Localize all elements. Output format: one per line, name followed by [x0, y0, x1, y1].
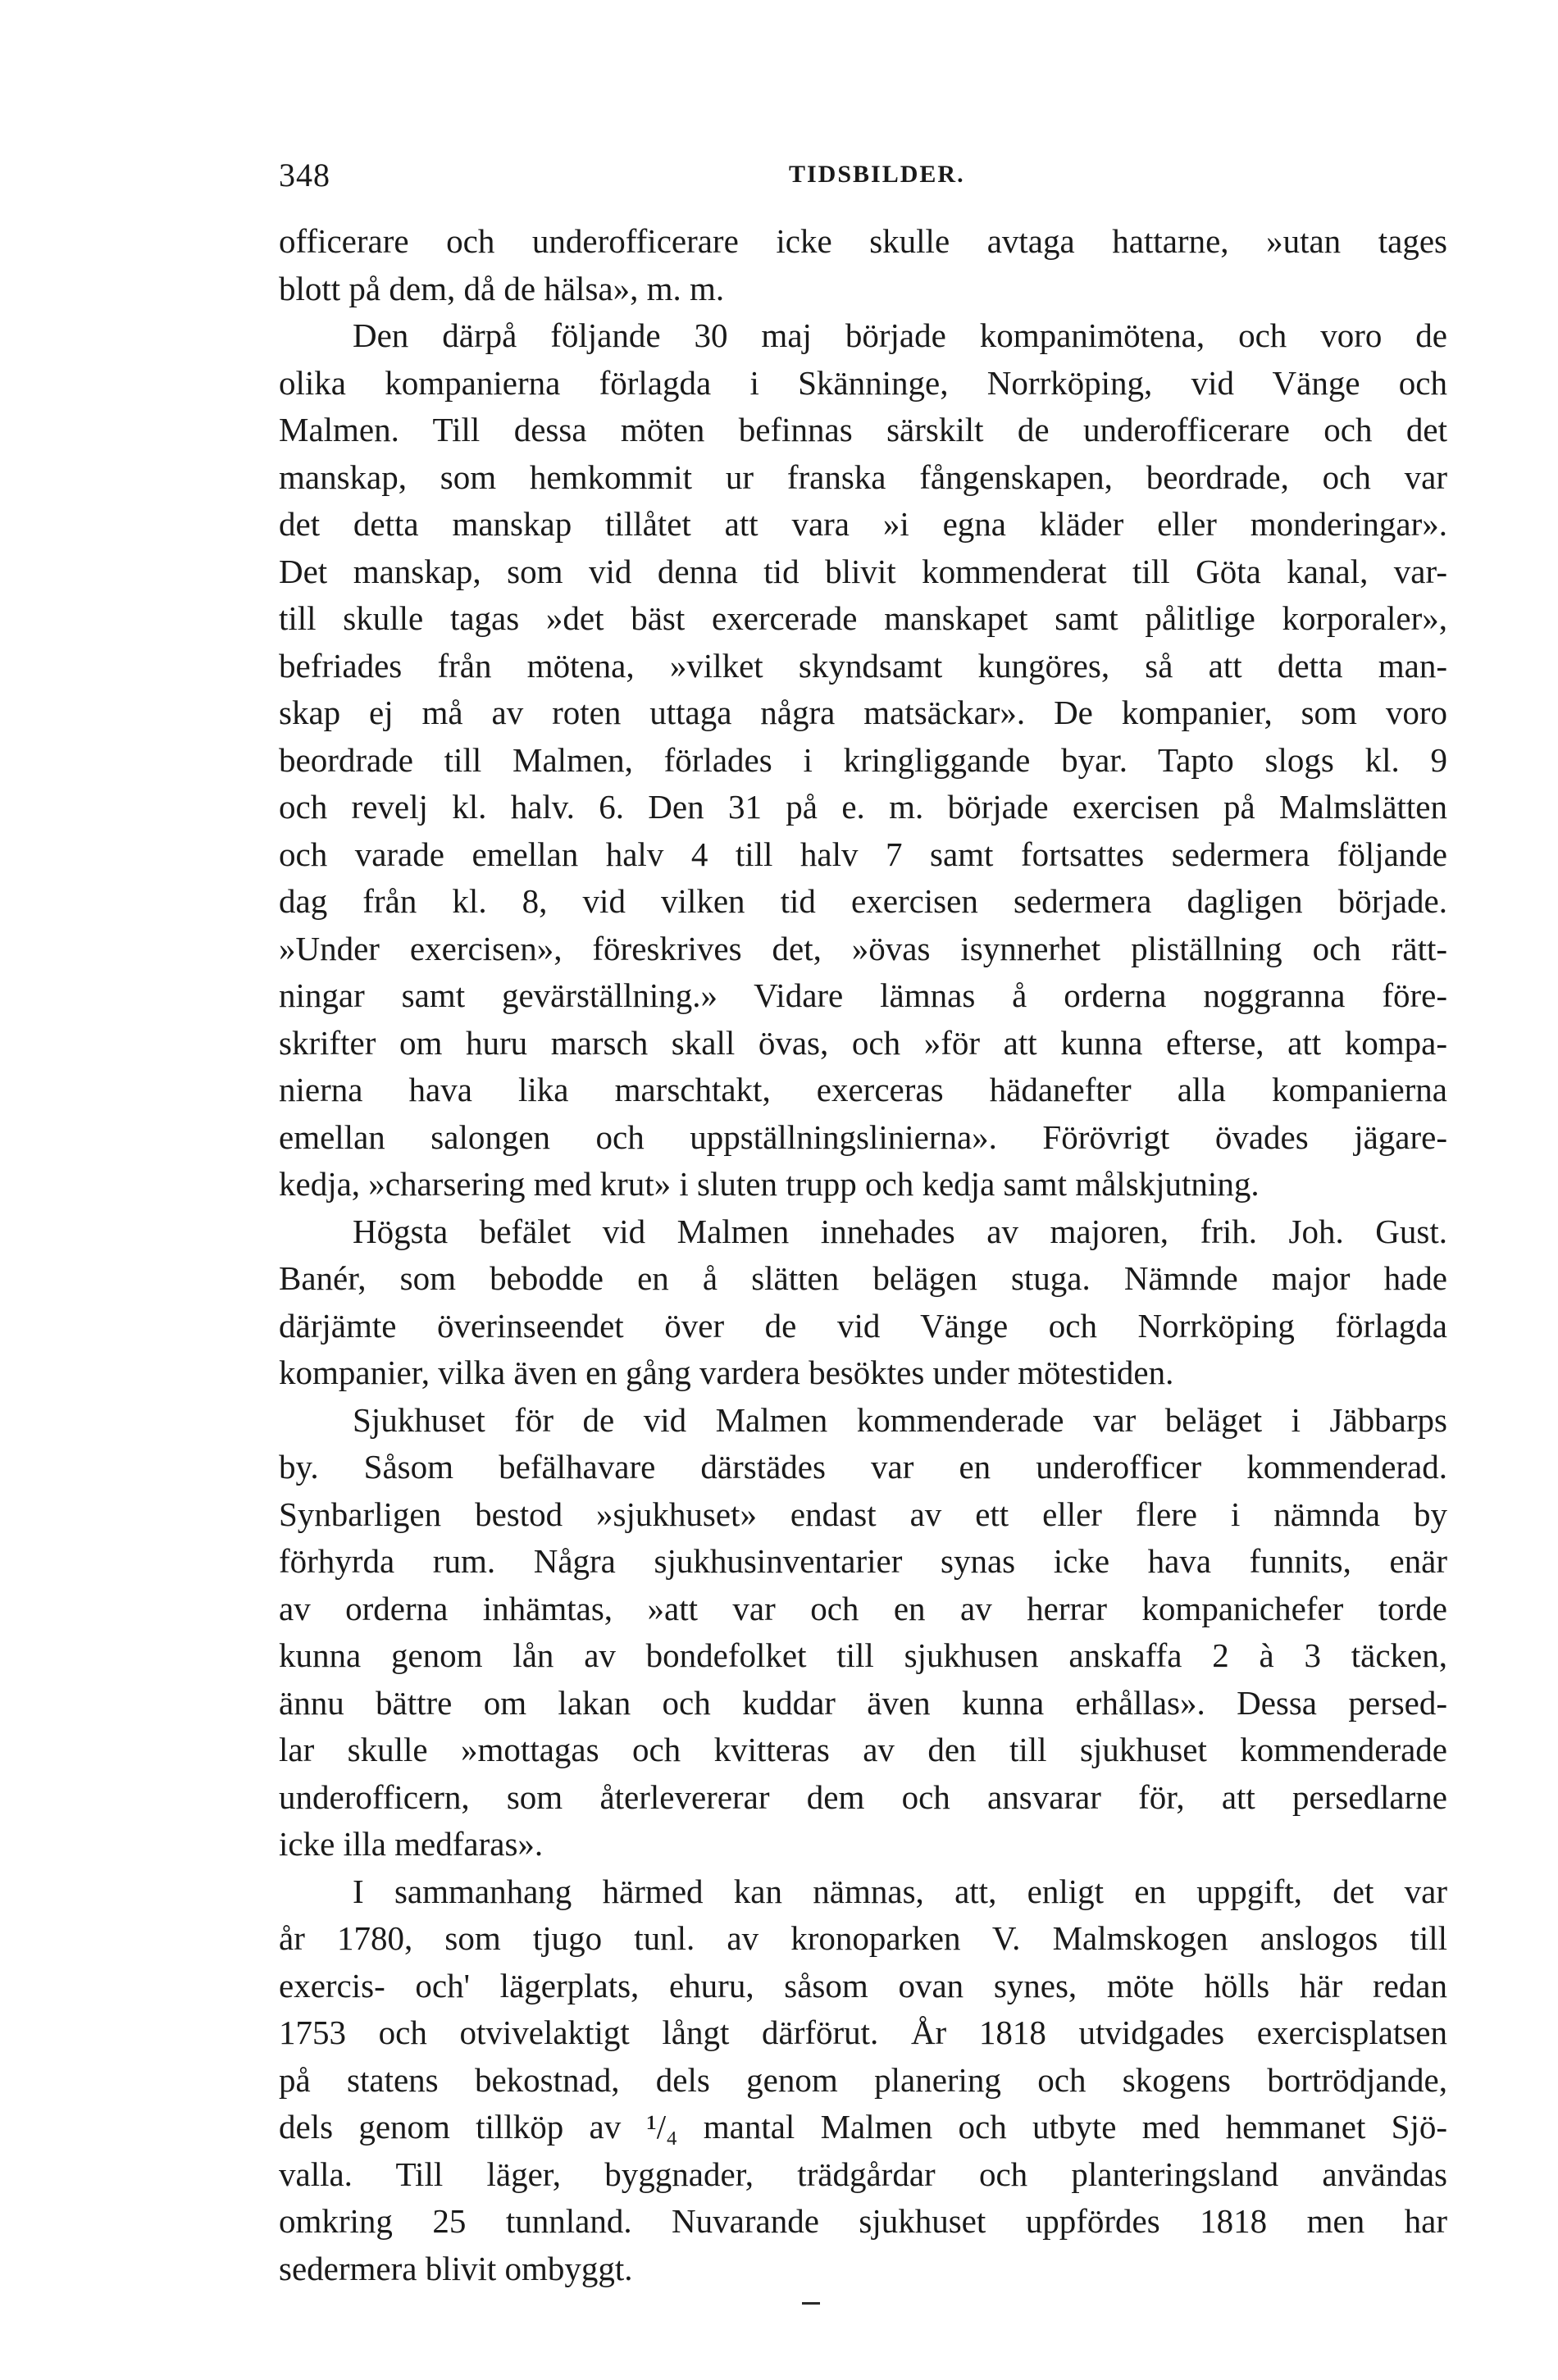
text-line: icke illa medfaras». [279, 1825, 544, 1863]
text-line: nierna hava lika marschtakt, exerceras hädanefter alla kompanierna [279, 1071, 1447, 1108]
text-line: Högsta befälet vid Malmen innehades av majoren, frih. Joh. Gust. [353, 1212, 1447, 1250]
text-line: sedermera blivit ombyggt. [279, 2249, 633, 2287]
text-line: Banér, som bebodde en å slätten belägen stuga. Nämnde major hade [279, 1259, 1447, 1297]
page-number: 348 [279, 157, 330, 193]
text-line: år 1780, som tjugo tunl. av kronoparken V. Malmskogen anslogos till [279, 1919, 1447, 1957]
text-line: Malmen. Till dessa möten befinnas särskilt de underofficerare och det [279, 411, 1447, 448]
text-line: valla. Till läger, byggnader, trädgårdar och planteringsland användas [279, 2155, 1447, 2193]
running-head: TIDSBILDER. [789, 161, 965, 188]
text-line: det detta manskap tillåtet att vara »i egna kläder eller monderingar». [279, 505, 1447, 543]
text-line: underofficern, som återlevererar dem och ansvarar för, att persedlarne [279, 1777, 1447, 1816]
text-line: därjämte överinseendet över de vid Vänge och Norrköping förlagda [279, 1306, 1447, 1345]
text-line: ningar samt gevärställning.» Vidare lämnas å orderna noggranna före- [279, 976, 1447, 1014]
text-line: kunna genom lån av bondefolket till sjukhusen anskaffa 2 à 3 täcken, [279, 1636, 1447, 1674]
body-text [279, 218, 1447, 2292]
text-line: skap ej må av roten uttaga några matsäckar». De kompanier, som voro [279, 694, 1447, 731]
text-line: by. Såsom befälhavare därstädes var en underofficer kommenderad. [279, 1448, 1447, 1486]
text-line: Det manskap, som vid denna tid blivit kommenderat till Göta kanal, var- [279, 552, 1447, 590]
text-line: av orderna inhämtas, »att var och en av herrar kompanichefer torde [279, 1589, 1447, 1627]
text-line: och varade emellan halv 4 till halv 7 samt fortsattes sedermera följande [279, 835, 1447, 873]
text-line: Sjukhuset för de vid Malmen kommenderade var beläget i Jäbbarps [353, 1400, 1447, 1439]
text-line: befriades från mötena, »vilket skyndsamt kungöres, så att detta man- [279, 646, 1447, 685]
text-line: ännu bättre om lakan och kuddar även kunna erhållas». Dessa persed- [279, 1683, 1447, 1722]
text-line: exercis- och' lägerplats, ehuru, såsom ovan synes, möte hölls här redan [279, 1966, 1447, 2005]
text-line: I sammanhang härmed kan nämnas, att, enligt en uppgift, det var [353, 1872, 1447, 1910]
text-line: Synbarligen bestod »sjukhuset» endast av ett eller flere i nämnda by [279, 1495, 1447, 1533]
text-line: dag från kl. 8, vid vilken tid exercisen sedermera dagligen började. [279, 882, 1447, 920]
text-line: blott på dem, då de hälsa», m. m. [279, 269, 725, 307]
text-line: kedja, »charsering med krut» i sluten trupp och kedja samt målskjutning. [279, 1165, 1260, 1203]
text-line: 1753 och otvivelaktigt långt därförut. År 1818 utvidgades exercisplatsen [279, 2014, 1447, 2051]
text-line: dels genom tillköp av ¹/₄ mantal Malmen och utbyte med hemmanet Sjö- [279, 2108, 1447, 2146]
text-line: officerare och underofficerare icke skulle avtaga hattarne, »utan tages [279, 222, 1447, 260]
text-line: kompanier, vilka även en gång vardera besöktes under mötestiden. [279, 1354, 1174, 1391]
text-line: »Under exercisen», föreskrives det, »övas isynnerhet pliställning och rätt- [279, 929, 1447, 967]
text-line: Den därpå följande 30 maj började kompanimötena, och voro de [353, 316, 1447, 354]
text-line: manskap, som hemkommit ur franska fångenskapen, beordrade, och var [279, 457, 1447, 496]
text-line: beordrade till Malmen, förlades i kringliggande byar. Tapto slogs kl. 9 [279, 740, 1447, 779]
text-line: förhyrda rum. Några sjukhusinventarier synas icke hava funnits, enär [279, 1542, 1447, 1580]
text-line: på statens bekostnad, dels genom planering och skogens bortrödjande, [279, 2060, 1447, 2099]
text-line: lar skulle »mottagas och kvitteras av den till sjukhuset kommenderade [279, 1731, 1447, 1768]
text-line: emellan salongen och uppställningslinierna». Förövrigt övades jägare- [279, 1117, 1447, 1156]
text-line: och revelj kl. halv. 6. Den 31 på e. m. började exercisen på Malmslätten [279, 788, 1447, 826]
text-line: olika kompanierna förlagda i Skänninge, Norrköping, vid Vänge och [279, 363, 1447, 402]
text-line: omkring 25 tunnland. Nuvarande sjukhuset uppfördes 1818 men har [279, 2202, 1447, 2240]
text-line: till skulle tagas »det bäst exercerade manskapet samt pålitlige korporaler», [279, 599, 1447, 637]
text-line: skrifter om huru marsch skall övas, och »för att kunna efterse, att kompa- [279, 1023, 1447, 1062]
footer-mark [802, 2302, 820, 2305]
